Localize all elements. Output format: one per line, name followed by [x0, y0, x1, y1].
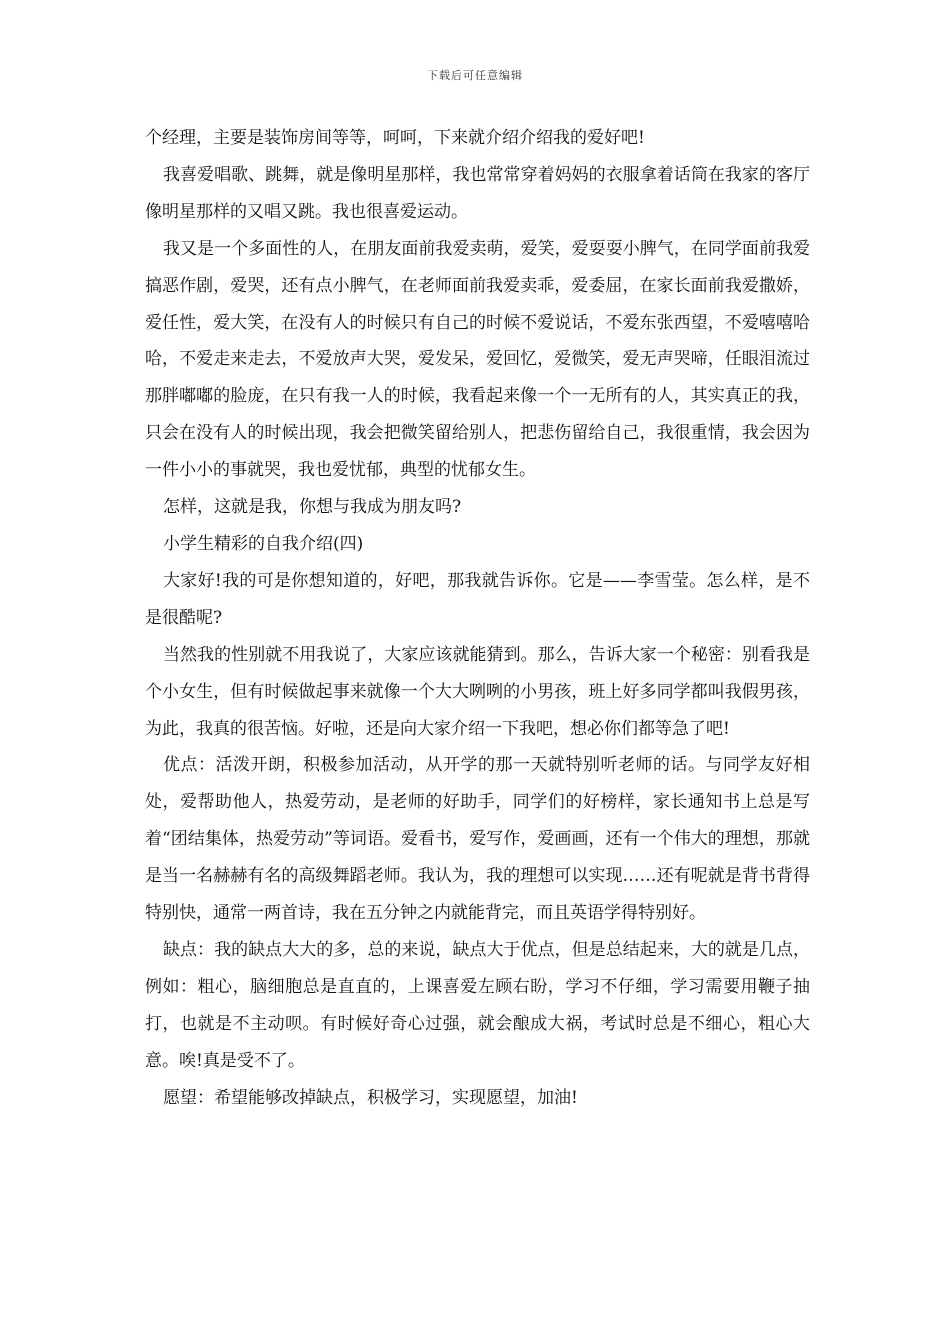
section-heading: 小学生精彩的自我介绍(四): [163, 533, 364, 554]
page-header: 下载后可任意编辑: [427, 69, 523, 82]
paragraph: 优点：活泼开朗，积极参加活动，从开学的那一天就特别听老师的话。与同学友好相处，爱帮助他人，热爱劳动，是老师的好助手，同学们的好榜样，家长通知书上总是写着“团结集体，热爱劳动”等词语。爱看书，爱写作，爱画画，还有一个伟大的理想，那就是当一名赫赫有名的高级舞蹈老师。我认为，我的理想可以实现……还有呢就是背书背得特别快，通常一两首诗，我在五分钟之内就能背完，而且英语学得特别好。: [145, 755, 810, 924]
paragraph: 大家好!我的可是你想知道的，好吧，那我就告诉你。它是——李雪莹。怎么样，是不是很酷呢?: [145, 570, 810, 628]
paragraph: 我又是一个多面性的人，在朋友面前我爱卖萌，爱笑，爱耍耍小脾气，在同学面前我爱搞恶作剧，爱哭，还有点小脾气，在老师面前我爱卖乖，爱委屈，在家长面前我爱撒娇，爱任性，爱大笑，在没有人的时候只有自己的时候不爱说话，不爱东张西望，不爱嘻嘻哈哈，不爱走来走去，不爱放声大哭，爱发呆，爱回忆，爱微笑，爱无声哭啼，任眼泪流过那胖嘟嘟的脸庞，在只有我一人的时候，我看起来像一个一无所有的人，其实真正的我，只会在没有人的时候出现，我会把微笑留给别人，把悲伤留给自己，我很重情，我会因为一件小小的事就哭，我也爱忧郁，典型的忧郁女生。: [145, 238, 810, 481]
paragraph: 当然我的性别就不用我说了，大家应该就能猜到。那么，告诉大家一个秘密：别看我是个小女生，但有时候做起事来就像一个大大咧咧的小男孩，班上好多同学都叫我假男孩，为此，我真的很苦恼。好啦，还是向大家介绍一下我吧，想必你们都等急了吧!: [145, 644, 810, 739]
paragraph: 怎样，这就是我，你想与我成为朋友吗?: [163, 497, 462, 518]
paragraph: 愿望：希望能够改掉缺点，积极学习，实现愿望，加油!: [163, 1087, 578, 1108]
paragraph: 我喜爱唱歌、跳舞，就是像明星那样，我也常常穿着妈妈的衣服拿着话筒在我家的客厅像明星那样的又唱又跳。我也很喜爱运动。: [145, 164, 810, 222]
paragraph: 个经理，主要是装饰房间等等，呵呵，下来就介绍介绍我的爱好吧!: [145, 128, 645, 148]
document-body: [145, 120, 810, 1116]
paragraph: 缺点：我的缺点大大的多，总的来说，缺点大于优点，但是总结起来，大的就是几点，例如：粗心，脑细胞总是直直的，上课喜爱左顾右盼，学习不仔细，学习需要用鞭子抽打，也就是不主动呗。有时候好奇心过强，就会酿成大祸，考试时总是不细心，粗心大意。唉!真是受不了。: [145, 939, 810, 1071]
